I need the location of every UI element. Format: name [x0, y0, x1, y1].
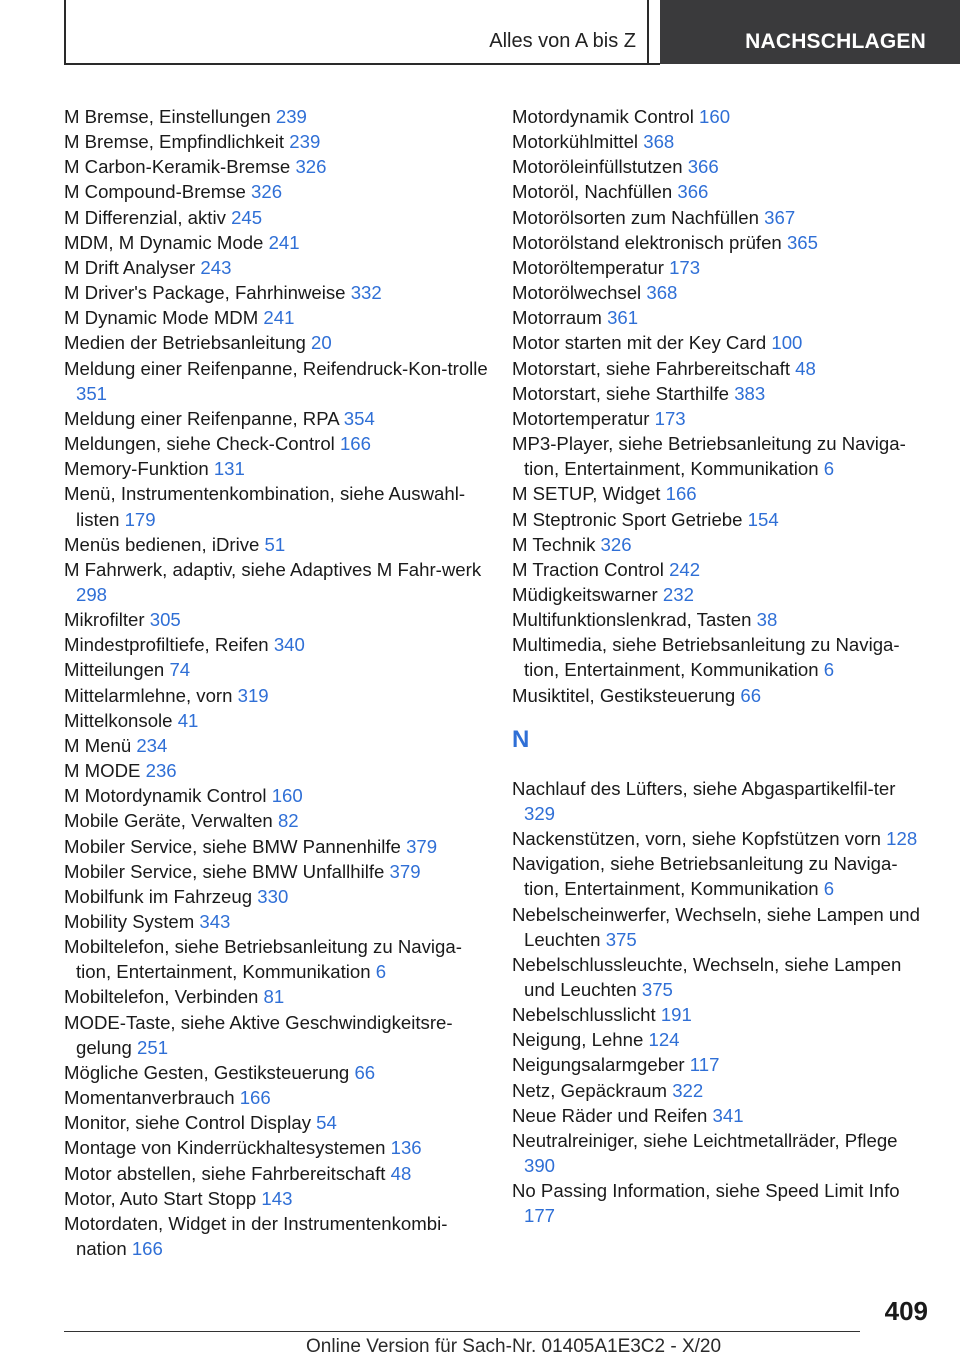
index-entry — [64, 557, 494, 607]
index-entry-text: Mobiltelefon, Verbinden — [64, 986, 259, 1008]
page-reference-link[interactable]: 20 — [311, 332, 332, 354]
page-reference-link[interactable]: 366 — [677, 181, 709, 203]
index-entry — [64, 1211, 494, 1261]
index-entry — [512, 632, 922, 682]
page-reference-link[interactable]: 375 — [641, 979, 673, 1000]
index-entry — [64, 255, 494, 280]
index-entry — [512, 1027, 922, 1052]
index-entry-text: MDM, M Dynamic Mode — [64, 231, 264, 253]
index-entry — [512, 776, 922, 826]
page-reference-link[interactable]: 236 — [145, 760, 177, 782]
index-entry-text: Navigation, siehe Betriebsanleitung zu Naviga-tion, Entertainment, Kommunikation — [512, 853, 898, 900]
header-rule-left — [64, 0, 66, 64]
page-reference-link[interactable]: 298 — [76, 583, 108, 605]
index-entry-text: Mögliche Gesten, Gestiksteuerung — [64, 1061, 350, 1083]
index-entry — [64, 280, 494, 305]
index-entry — [512, 255, 922, 280]
index-entry-text: Mikrofilter — [64, 609, 145, 631]
index-entry — [64, 657, 494, 682]
index-entry — [512, 557, 922, 582]
index-entry-text: Multimedia, siehe Betriebsanleitung zu Naviga-tion, Entertainment, Kommunikation — [512, 634, 900, 681]
index-entry-text: Netz, Gepäckraum — [512, 1079, 668, 1101]
index-group-n — [512, 776, 922, 1229]
index-entry — [64, 1110, 494, 1135]
index-entry-text: Meldung einer Reifenpanne, Reifendruck-Kon-trolle — [64, 357, 488, 379]
index-entry-text: Menüs bedienen, iDrive — [64, 533, 260, 555]
index-entry — [64, 1060, 494, 1085]
index-entry — [64, 205, 494, 230]
index-entry — [64, 607, 494, 632]
index-entry — [64, 708, 494, 733]
index-entry-text: Memory-Funktion — [64, 458, 209, 480]
index-entry — [64, 406, 494, 431]
page-reference-link[interactable]: 330 — [257, 885, 289, 907]
index-entry-text: M Compound-Bremse — [64, 181, 246, 203]
index-entry-text: Menü, Instrumentenkombination, siehe Auswahl-listen — [64, 483, 466, 530]
page-reference-link[interactable]: 332 — [350, 282, 382, 304]
page-reference-link[interactable]: 241 — [263, 307, 295, 329]
index-entry-text: Nebelschlusslicht — [512, 1004, 656, 1026]
index-entry — [512, 129, 922, 154]
index-entry-text: Mobility System — [64, 911, 195, 932]
page-reference-link[interactable]: 242 — [669, 558, 701, 580]
index-entry-text: Mittelarmlehne, vorn — [64, 684, 233, 706]
page-reference-link[interactable]: 54 — [316, 1112, 337, 1134]
page-reference-link[interactable]: 131 — [213, 458, 245, 480]
index-entry — [512, 683, 922, 708]
page-reference-link[interactable]: 329 — [524, 802, 556, 824]
index-entry — [512, 532, 922, 557]
index-entry-text: Motoröl, Nachfüllen — [512, 181, 673, 203]
index-entry — [64, 532, 494, 557]
page-reference-link[interactable]: 367 — [764, 206, 796, 228]
chapter-title: NACHSCHLAGEN — [745, 30, 926, 53]
page-reference-link[interactable]: 239 — [275, 106, 307, 127]
page-reference-link[interactable]: 143 — [261, 1187, 293, 1209]
page-reference-link[interactable]: 251 — [137, 1036, 169, 1058]
index-entry — [64, 683, 494, 708]
page-reference-link[interactable]: 343 — [199, 911, 231, 932]
index-entry-text: Monitor, siehe Control Display — [64, 1112, 311, 1134]
page-reference-link[interactable]: 368 — [643, 131, 675, 153]
page-reference-link[interactable]: 81 — [263, 986, 285, 1008]
page-reference-link[interactable]: 366 — [687, 156, 719, 178]
index-entry-text: Motorstart, siehe Fahrbereitschaft — [512, 357, 790, 379]
page-reference-link[interactable]: 6 — [375, 961, 387, 983]
page-reference-link[interactable]: 234 — [136, 734, 168, 756]
page-reference-link[interactable]: 66 — [354, 1061, 376, 1083]
index-entry — [64, 984, 494, 1009]
page-reference-link[interactable]: 191 — [660, 1004, 692, 1026]
index-entry — [64, 431, 494, 456]
index-entry — [512, 1128, 922, 1178]
index-entry-text: Motorraum — [512, 307, 602, 329]
index-entry — [512, 381, 922, 406]
index-entry-text: Meldung einer Reifenpanne, RPA — [64, 407, 339, 429]
index-entry-text: Nachlauf des Lüfters, siehe Abgaspartikelfil-ter — [512, 777, 896, 799]
index-entry-text: Medien der Betriebsanleitung — [64, 332, 306, 354]
page-reference-link[interactable]: 368 — [646, 282, 678, 304]
index-entry-text: Motordynamik Control — [512, 106, 694, 127]
index-entry — [512, 330, 922, 355]
index-entry-text: M Steptronic Sport Getriebe — [512, 508, 743, 530]
page-reference-link[interactable]: 173 — [669, 256, 701, 278]
page-reference-link[interactable]: 354 — [343, 407, 375, 429]
index-entry — [64, 1010, 494, 1060]
index-entry — [64, 481, 494, 531]
index-entry-text: Nackenstützen, vorn, siehe Kopfstützen vorn — [512, 828, 881, 850]
index-entry — [64, 834, 494, 859]
index-entry-text: No Passing Information, siehe Speed Limit Info — [512, 1180, 900, 1202]
index-entry — [512, 280, 922, 305]
index-entry — [64, 632, 494, 657]
page-reference-link[interactable]: 166 — [131, 1238, 163, 1260]
index-entry — [512, 826, 922, 851]
page-reference-link[interactable]: 245 — [231, 206, 263, 228]
index-entry — [64, 1161, 494, 1186]
page-reference-link[interactable]: 322 — [672, 1079, 704, 1101]
index-entry — [64, 1085, 494, 1110]
index-entry-text: Motorölwechsel — [512, 282, 642, 304]
index-entry-text: M Bremse, Einstellungen — [64, 106, 271, 127]
index-entry-text: Motordaten, Widget in der Instrumentenkombi-nation — [64, 1212, 448, 1260]
index-entry-text: M Traction Control — [512, 558, 664, 580]
index-entry — [512, 507, 922, 532]
page-reference-link[interactable]: 136 — [390, 1137, 422, 1159]
index-entry — [512, 431, 922, 481]
index-entry — [512, 851, 922, 901]
footer-text: Online Version für Sach-Nr. 01405A1E3C2 - X/20 — [306, 1336, 722, 1357]
page-reference-link[interactable]: 365 — [786, 231, 818, 253]
index-entry — [512, 179, 922, 204]
index-entry-text: Mobiltelefon, siehe Betriebsanleitung zu Naviga-tion, Entertainment, Kommunikation — [64, 936, 462, 983]
header-rule-divider — [647, 0, 649, 64]
page-reference-link[interactable]: 326 — [295, 156, 327, 178]
index-entry-text: Motorstart, siehe Starthilfe — [512, 382, 730, 404]
index-entry-text: Motor, Auto Start Stopp — [64, 1187, 257, 1209]
page-reference-link[interactable]: 166 — [665, 483, 697, 505]
index-entry — [512, 305, 922, 330]
page-reference-link[interactable]: 326 — [251, 181, 283, 203]
index-entry — [512, 902, 922, 952]
index-entry — [64, 909, 494, 934]
page-reference-link[interactable]: 66 — [740, 684, 762, 706]
index-entry — [512, 104, 922, 129]
index-entry — [512, 1078, 922, 1103]
index-entry-text: Motoröleinfüllstutzen — [512, 156, 683, 178]
index-entry-text: Mobiler Service, siehe BMW Unfallhilfe — [64, 860, 385, 882]
index-entry-text: Mobilfunk im Fahrzeug — [64, 885, 253, 907]
index-entry-text: M SETUP, Widget — [512, 483, 661, 505]
page-reference-link[interactable]: 6 — [823, 659, 835, 681]
index-entry-text: M Carbon-Keramik-Bremse — [64, 156, 291, 178]
index-entry-text: Neigungsalarmgeber — [512, 1054, 685, 1076]
index-entry-text: M Drift Analyser — [64, 256, 196, 278]
index-entry-text: Mobiler Service, siehe BMW Pannenhilfe — [64, 835, 401, 857]
page-reference-link[interactable]: 177 — [524, 1205, 556, 1227]
page-reference-link[interactable]: 379 — [406, 835, 438, 857]
page-reference-link[interactable]: 166 — [339, 433, 371, 455]
index-entry-text: Mindestprofiltiefe, Reifen — [64, 634, 269, 656]
page-reference-link[interactable]: 154 — [747, 508, 779, 530]
index-entry-text: Motorölsorten zum Nachfüllen — [512, 206, 759, 228]
section-title: Alles von A bis Z — [489, 30, 636, 52]
index-entry — [64, 179, 494, 204]
section-letter-n: N — [512, 725, 530, 753]
index-column-left — [64, 104, 494, 1261]
index-entry — [64, 305, 494, 330]
index-entry-text: Nebelschlussleuchte, Wechseln, siehe Lampen und Leuchten — [512, 953, 902, 1000]
index-entry — [64, 733, 494, 758]
header-rule-bottom — [64, 63, 660, 65]
page-reference-link[interactable]: 241 — [268, 231, 300, 253]
page-reference-link[interactable]: 305 — [149, 609, 181, 631]
page-reference-link[interactable]: 38 — [756, 609, 778, 631]
page-reference-link[interactable]: 6 — [823, 458, 835, 480]
page-reference-link[interactable]: 160 — [699, 106, 731, 127]
page-number: 409 — [884, 1296, 928, 1326]
index-entry-text: MP3-Player, siehe Betriebsanleitung zu Naviga-tion, Entertainment, Kommunikation — [512, 433, 906, 480]
index-entry — [512, 607, 922, 632]
page-reference-link[interactable]: 117 — [689, 1054, 720, 1076]
index-entry — [64, 356, 494, 406]
index-entry — [64, 104, 494, 129]
index-entry — [512, 356, 922, 381]
index-entry-text: MODE-Taste, siehe Aktive Geschwindigkeitsre-gelung — [64, 1011, 453, 1058]
page-reference-link[interactable]: 48 — [390, 1162, 412, 1184]
index-entry-text: Motor starten mit der Key Card — [512, 332, 767, 354]
index-entry-text: Müdigkeitswarner — [512, 583, 658, 605]
index-entry — [512, 205, 922, 230]
index-entry-text: Momentanverbrauch — [64, 1087, 235, 1109]
index-entry-text: M Menü — [64, 734, 132, 756]
index-entry-text: Multifunktionslenkrad, Tasten — [512, 609, 752, 631]
page-reference-link[interactable]: 51 — [264, 533, 286, 555]
page-reference-link[interactable]: 6 — [823, 878, 835, 900]
index-entry-text: Neue Räder und Reifen — [512, 1104, 708, 1126]
index-entry-text: Montage von Kinderrückhaltesystemen — [64, 1137, 386, 1159]
page-reference-link[interactable]: 341 — [712, 1104, 744, 1126]
index-entry — [512, 1103, 922, 1128]
index-entry-text: Nebelscheinwerfer, Wechseln, siehe Lampen und Leuchten — [512, 903, 920, 950]
page-reference-link[interactable]: 48 — [795, 357, 816, 379]
index-column-right — [512, 104, 922, 1229]
index-group-m — [512, 104, 922, 708]
index-entry-text: M Motordynamik Control — [64, 785, 267, 807]
page-reference-link[interactable]: 74 — [169, 659, 191, 681]
page-reference-link[interactable]: 383 — [734, 382, 766, 404]
index-entry-text: Motor abstellen, siehe Fahrbereitschaft — [64, 1162, 386, 1184]
index-entry — [64, 758, 494, 783]
index-entry — [512, 230, 922, 255]
page-reference-link[interactable]: 319 — [237, 684, 269, 706]
index-entry — [512, 582, 922, 607]
index-entry — [64, 808, 494, 833]
page-reference-link[interactable]: 375 — [605, 928, 637, 950]
footer-rule — [64, 1331, 860, 1332]
page-reference-link[interactable]: 379 — [389, 860, 421, 882]
page-reference-link[interactable]: 351 — [76, 382, 108, 404]
index-entry — [64, 859, 494, 884]
index-entry-text: Motoröltemperatur — [512, 256, 664, 278]
page-reference-link[interactable]: 232 — [662, 583, 694, 605]
index-entry — [512, 952, 922, 1002]
index-entry-text: Motortemperatur — [512, 407, 650, 429]
index-entry — [64, 1135, 494, 1160]
page-reference-link[interactable]: 160 — [271, 785, 303, 807]
index-entry — [512, 1002, 922, 1027]
page-reference-link[interactable]: 82 — [277, 810, 299, 832]
index-entry — [512, 481, 922, 506]
index-entry-text: Meldungen, siehe Check-Control — [64, 433, 335, 455]
index-entry — [64, 1186, 494, 1211]
index-entry-text: Mitteilungen — [64, 659, 165, 681]
index-entry — [64, 154, 494, 179]
page-reference-link[interactable]: 100 — [771, 332, 803, 354]
page-reference-link[interactable]: 340 — [273, 634, 305, 656]
index-entry-text: Motorölstand elektronisch prüfen — [512, 231, 782, 253]
index-entry-text: Mobile Geräte, Verwalten — [64, 810, 273, 832]
index-entry — [64, 129, 494, 154]
index-entry-text: Mittelkonsole — [64, 709, 173, 731]
index-entry — [512, 1178, 922, 1228]
index-entry — [512, 406, 922, 431]
page-reference-link[interactable]: 124 — [648, 1029, 680, 1051]
chapter-tab — [660, 0, 960, 64]
page-reference-link[interactable]: 41 — [177, 709, 199, 731]
index-entry-text: M Dynamic Mode MDM — [64, 307, 259, 329]
index-entry — [64, 456, 494, 481]
index-entry-text: M Technik — [512, 533, 596, 555]
index-entry-text: Neigung, Lehne — [512, 1029, 644, 1051]
index-entry-text: M Differenzial, aktiv — [64, 206, 226, 228]
page-reference-link[interactable]: 390 — [524, 1155, 556, 1177]
index-entry — [512, 1052, 922, 1077]
page-reference-link[interactable]: 179 — [124, 508, 156, 530]
page-reference-link[interactable]: 173 — [654, 407, 686, 429]
index-entry-text: M MODE — [64, 760, 141, 782]
index-entry — [64, 330, 494, 355]
index-entry — [64, 884, 494, 909]
index-entry — [64, 783, 494, 808]
index-entry — [512, 154, 922, 179]
index-entry-text: M Bremse, Empfindlichkeit — [64, 131, 285, 153]
page-reference-link[interactable]: 239 — [289, 131, 321, 153]
page-reference-link[interactable]: 361 — [607, 307, 639, 329]
page-reference-link[interactable]: 128 — [886, 828, 918, 850]
page-reference-link[interactable]: 243 — [200, 256, 232, 278]
index-entry-text: Musiktitel, Gestiksteuerung — [512, 684, 736, 706]
index-entry-text: M Fahrwerk, adaptiv, siehe Adaptives M Fahr-werk — [64, 558, 482, 580]
page-reference-link[interactable]: 326 — [600, 533, 632, 555]
page-reference-link[interactable]: 166 — [239, 1087, 271, 1109]
index-entry — [64, 230, 494, 255]
index-entry-text: M Driver's Package, Fahrhinweise — [64, 282, 346, 304]
index-entry-text: Neutralreiniger, siehe Leichtmetallräder, Pflege — [512, 1129, 898, 1151]
index-entry — [64, 934, 494, 984]
index-entry-text: Motorkühlmittel — [512, 131, 639, 153]
